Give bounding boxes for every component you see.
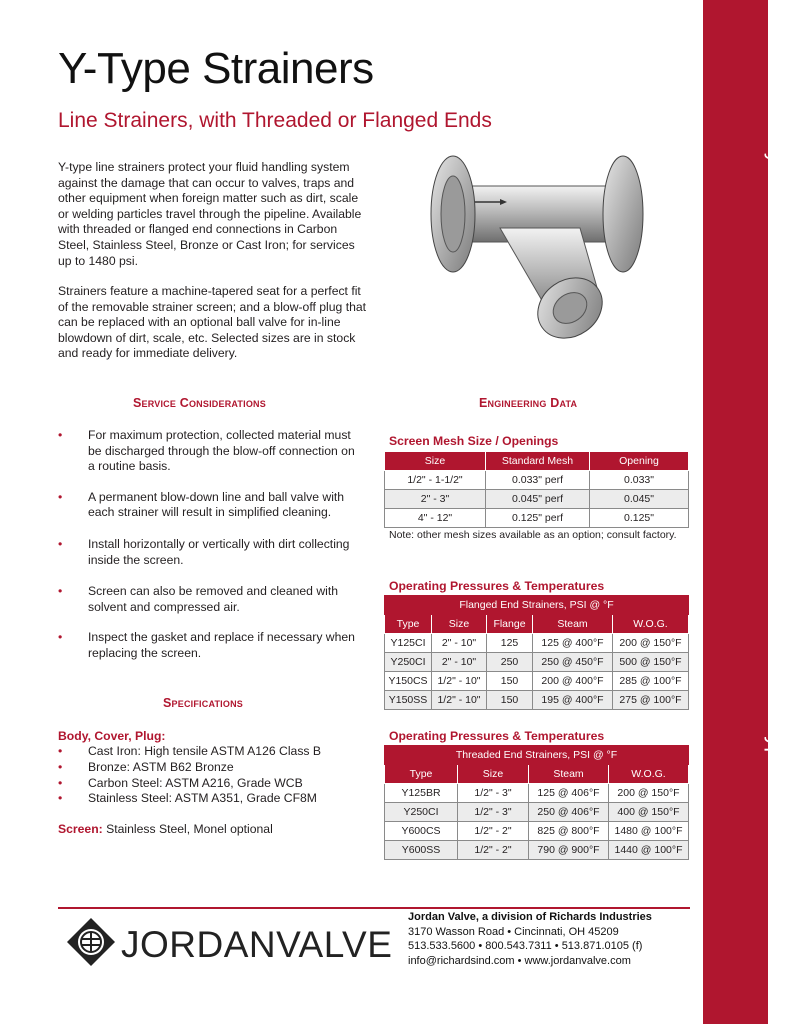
threaded-table xyxy=(384,745,689,860)
list-item: • Install horizontally or vertically with dirt collecting inside the screen. xyxy=(58,536,350,567)
table-caption: Flanged End Strainers, PSI @ °F xyxy=(385,596,689,615)
spec-body-label: Body, Cover, Plug: xyxy=(58,729,166,743)
table-row: 4" - 12" 0.125" perf 0.125" xyxy=(385,509,689,528)
side-banner-product: Y-Type Strainers xyxy=(764,704,789,866)
side-banner-category: Accessory Products xyxy=(764,60,789,260)
service-list xyxy=(58,428,363,662)
list-item: • Carbon Steel: ASTM A216, Grade WCB xyxy=(58,775,303,790)
flanged-table xyxy=(384,595,689,710)
contact-block xyxy=(408,910,652,968)
y-strainer-image xyxy=(405,148,687,363)
table-row: Y600SS 1/2" - 2" 790 @ 900°F 1440 @ 100°F xyxy=(385,841,689,860)
page-title: Y-Type Strainers xyxy=(58,44,374,93)
list-item: • Screen can also be removed and cleaned with solvent and compressed air. xyxy=(58,584,338,614)
list-item: • Stainless Steel: ASTM A351, Grade CF8M xyxy=(58,791,317,806)
table-header: Type xyxy=(385,615,432,634)
mesh-table-title: Screen Mesh Size / Openings xyxy=(389,434,559,448)
logo-wordmark: JORDANVALVE xyxy=(121,924,393,965)
spec-screen: Screen: Stainless Steel, Monel optional xyxy=(58,822,273,836)
table-row: 1/2" - 1-1/2" 0.033" perf 0.033" xyxy=(385,471,689,490)
specifications-heading: Specifications xyxy=(163,696,243,710)
web-contact: info@richardsind.com • www.jordanvalve.com xyxy=(408,954,631,967)
table-header: Size xyxy=(432,615,487,634)
table-row: Y150CS 1/2" - 10" 150 200 @ 400°F 285 @ 100°F xyxy=(385,672,689,691)
side-banner xyxy=(703,0,789,1024)
table-header: W.O.G. xyxy=(613,615,689,634)
footer-divider xyxy=(58,907,690,909)
table-row: Y250CI 2" - 10" 250 250 @ 450°F 500 @ 150°F xyxy=(385,653,689,672)
list-item: • For maximum protection, collected material must be discharged through the blow-off connection on a routine basis. xyxy=(58,428,355,474)
address: 3170 Wasson Road • Cincinnati, OH 45209 xyxy=(408,925,619,938)
list-item: • Cast Iron: High tensile ASTM A126 Class B xyxy=(58,744,322,758)
page-subtitle: Line Strainers, with Threaded or Flanged Ends xyxy=(58,109,492,132)
table-row: Y600CS 1/2" - 2" 825 @ 800°F 1480 @ 100°F xyxy=(385,822,689,841)
jordan-valve-logo xyxy=(66,912,393,972)
table-header: Steam xyxy=(529,765,609,784)
table-header: Size xyxy=(385,452,486,471)
list-item: • Inspect the gasket and replace if necessary when replacing the screen. xyxy=(58,630,355,660)
table-header: Flange xyxy=(487,615,533,634)
table-header: Opening xyxy=(590,452,689,471)
intro-paragraph-1: Y-type line strainers protect your fluid handling system against the damage that can occur to valves, traps and other equipment when foreign matter such as dirt, scale or welding particles travel through the pipeline. Available with threaded or flanged end connections in Carbon Steel, Stainless Steel, Bronze or Cast Iron; for services up to 1480 psi. xyxy=(58,160,362,268)
intro-paragraph-2: Strainers feature a machine-tapered seat for a perfect fit of the removable strainer screen; and a blow-off plug that can be replaced with an optional ball valve for in-line blowdown of dirt, scale, etc. Selected sizes are in stock and ready for immediate delivery. xyxy=(58,284,367,361)
table-header: Type xyxy=(385,765,458,784)
table-row: Y150SS 1/2" - 10" 150 195 @ 400°F 275 @ 100°F xyxy=(385,691,689,710)
service-heading: Service Considerations xyxy=(133,396,266,410)
list-item: • Bronze: ASTM B62 Bronze xyxy=(58,759,234,774)
table-header: Steam xyxy=(533,615,613,634)
phone-numbers: 513.533.5600 • 800.543.7311 • 513.871.0105 (f) xyxy=(408,940,643,953)
table-header: Size xyxy=(458,765,529,784)
mesh-table xyxy=(384,451,689,528)
table-row: 2" - 3" 0.045" perf 0.045" xyxy=(385,490,689,509)
table-header: W.O.G. xyxy=(609,765,689,784)
flanged-table-title: Operating Pressures & Temperatures xyxy=(389,579,605,593)
mesh-note: Note: other mesh sizes available as an option; consult factory. xyxy=(389,529,677,541)
company-name: Jordan Valve, a division of Richards Industries xyxy=(408,911,652,923)
table-row: Y250CI 1/2" - 3" 250 @ 406°F 400 @ 150°F xyxy=(385,803,689,822)
spec-list xyxy=(58,744,321,807)
table-caption: Threaded End Strainers, PSI @ °F xyxy=(385,746,689,765)
table-header: Standard Mesh xyxy=(486,452,590,471)
threaded-table-title: Operating Pressures & Temperatures xyxy=(389,729,605,743)
table-row: Y125BR 1/2" - 3" 125 @ 406°F 200 @ 150°F xyxy=(385,784,689,803)
table-row: Y125CI 2" - 10" 125 125 @ 400°F 200 @ 150°F xyxy=(385,634,689,653)
engineering-heading: Engineering Data xyxy=(479,396,578,410)
logo-mark-icon xyxy=(66,917,116,967)
list-item: • A permanent blow-down line and ball valve with each strainer will result in simplified cleaning. xyxy=(58,489,345,520)
